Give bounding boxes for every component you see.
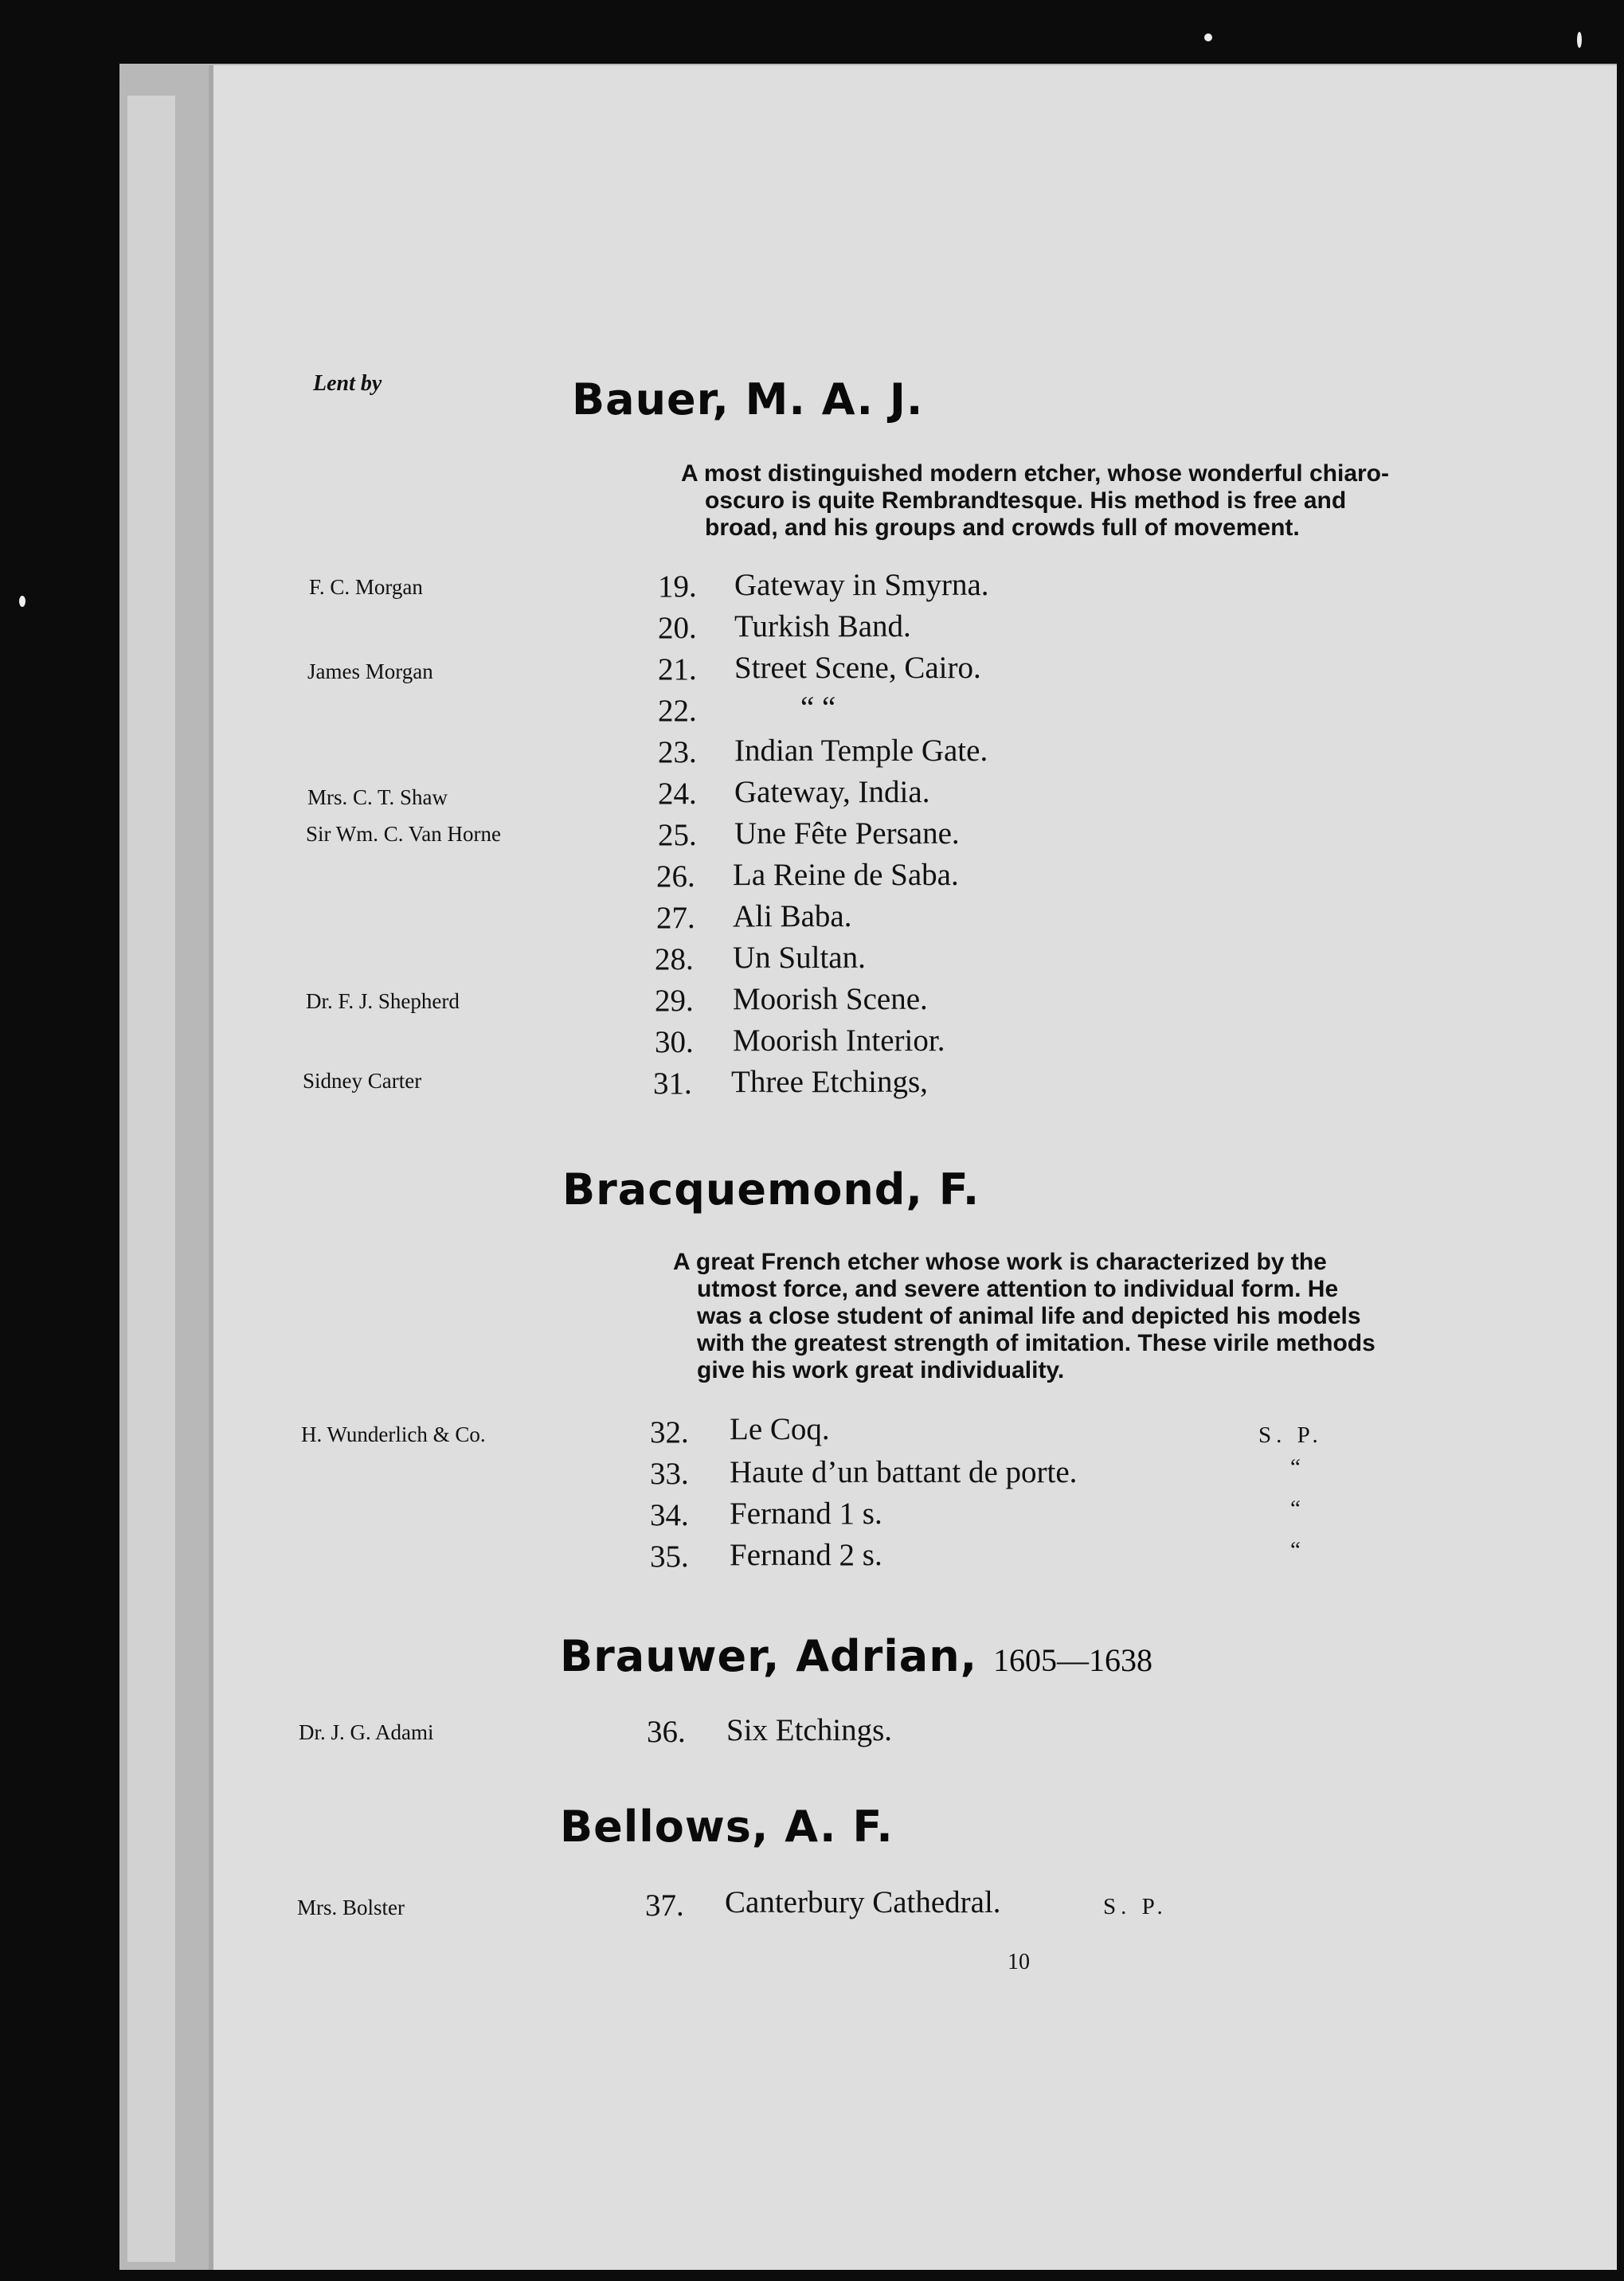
catalogue-number: 35.	[650, 1540, 689, 1574]
work-title: Une Fête Persane.	[734, 816, 960, 851]
lender: Dr. F. J. Shepherd	[306, 989, 460, 1013]
state-note-ditto: “	[1290, 1454, 1305, 1480]
catalogue-number: 31.	[653, 1066, 692, 1101]
catalogue-number: 19.	[658, 569, 697, 604]
lender: Dr. J. G. Adami	[299, 1720, 434, 1744]
catalogue-number: 36.	[647, 1715, 686, 1749]
lender: F. C. Morgan	[309, 575, 423, 599]
state-note-ditto: “	[1290, 1496, 1305, 1521]
catalogue-number: 25.	[658, 818, 697, 852]
work-title: Gateway in Smyrna.	[734, 568, 989, 602]
work-title: Un Sultan.	[733, 941, 866, 975]
work-title: Le Coq.	[730, 1412, 830, 1446]
catalogue-number: 27.	[656, 901, 695, 935]
lender: H. Wunderlich & Co.	[301, 1422, 486, 1446]
lender: Sir Wm. C. Van Horne	[306, 822, 501, 846]
work-title: La Reine de Saba.	[733, 858, 959, 892]
work-title: Haute d’un battant de porte.	[730, 1455, 1078, 1489]
artist-description-bracquemond: A great French etcher whose work is characterized by the utmost force, and severe attention to individual form. He was a close student of animal life and depicted his models with the greatest strength of imitation. These virile methods give his work great individuality.	[673, 1249, 1376, 1383]
state-note: S. P.	[1103, 1894, 1168, 1919]
catalogue-number: 23.	[658, 735, 697, 769]
catalogue-number: 34.	[650, 1498, 689, 1532]
state-note: S. P.	[1258, 1422, 1323, 1448]
catalogue-number: 22.	[658, 694, 697, 728]
catalogue-number: 28.	[655, 942, 694, 976]
catalogue-number: 20.	[658, 611, 697, 645]
work-title: Moorish Scene.	[733, 982, 928, 1016]
artist-heading-bellows: Bellows, A. F.	[560, 1802, 894, 1852]
work-title: Fernand 1 s.	[730, 1497, 882, 1531]
work-title: Moorish Interior.	[733, 1023, 945, 1058]
work-title: Three Etchings,	[731, 1065, 928, 1099]
work-title: Turkish Band.	[734, 609, 911, 644]
work-title: Canterbury Cathedral.	[725, 1885, 1001, 1919]
artist-dates: 1605—1638	[993, 1642, 1152, 1678]
work-title: Gateway, India.	[734, 775, 930, 809]
artist-heading-bracquemond: Bracquemond, F.	[562, 1164, 980, 1215]
artist-heading-brauwer: Brauwer, Adrian, 1605—1638	[560, 1631, 1152, 1681]
work-title: Street Scene, Cairo.	[734, 651, 981, 685]
work-title: Six Etchings.	[726, 1713, 893, 1747]
catalogue-number: 24.	[658, 777, 697, 811]
work-title-ditto: “ “	[800, 691, 836, 725]
lender: James Morgan	[307, 659, 433, 683]
catalogue-number: 30.	[655, 1025, 694, 1059]
work-title: Ali Baba.	[733, 899, 852, 933]
catalogue-number: 32.	[650, 1415, 689, 1450]
lender: Sidney Carter	[303, 1069, 422, 1093]
work-title: Indian Temple Gate.	[734, 734, 988, 768]
lent-by-heading: Lent by	[313, 371, 382, 396]
page-number: 10	[1008, 1950, 1030, 1974]
work-title: Fernand 2 s.	[730, 1538, 882, 1572]
catalogue-number: 37.	[645, 1888, 684, 1923]
artist-description-bauer: A most distinguished modern etcher, whose wonderful chiaro- oscuro is quite Rembrandtesque. His method is free and broad, and his groups and crowds full of movement.	[681, 460, 1389, 541]
lender: Mrs. C. T. Shaw	[307, 785, 448, 809]
catalogue-number: 29.	[655, 984, 694, 1018]
lender: Mrs. Bolster	[297, 1896, 405, 1919]
state-note-ditto: “	[1290, 1537, 1305, 1563]
catalogue-number: 33.	[650, 1457, 689, 1491]
artist-heading-bauer: Bauer, M. A. J.	[572, 374, 924, 425]
catalogue-number: 26.	[656, 859, 695, 894]
page-margin-strip	[127, 96, 175, 2262]
catalogue-number: 21.	[658, 652, 697, 687]
